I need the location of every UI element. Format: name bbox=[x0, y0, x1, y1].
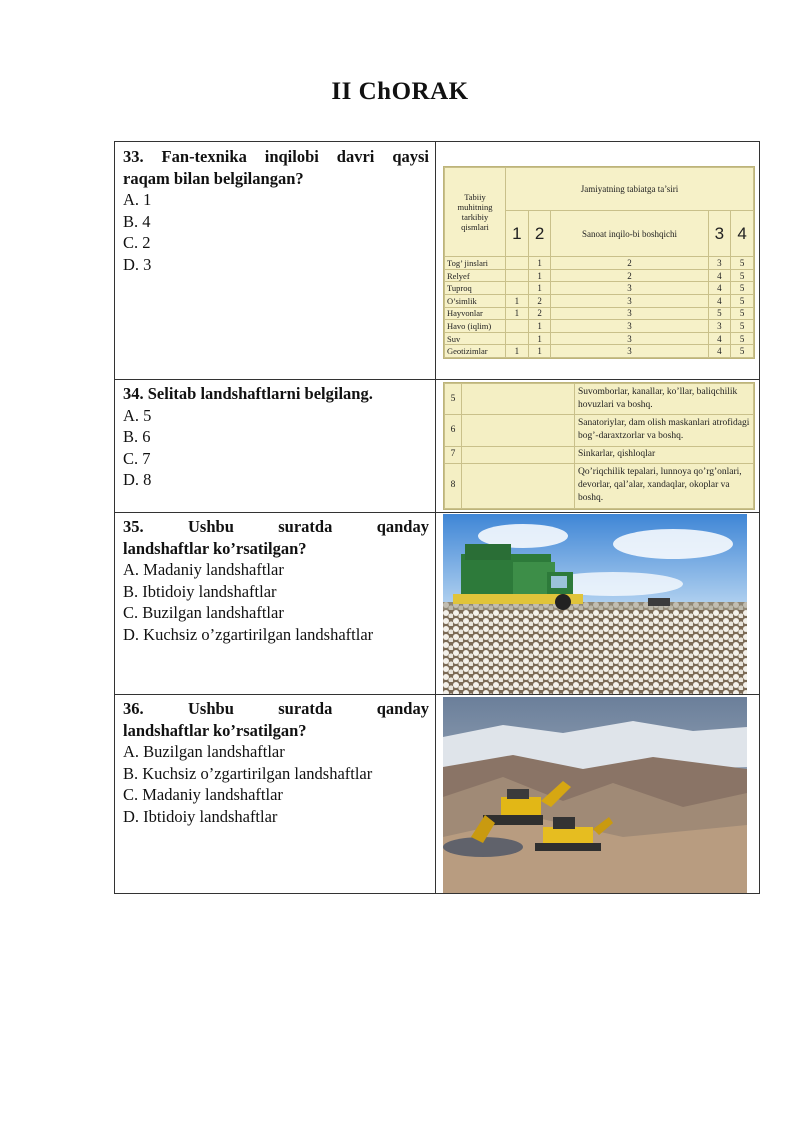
impact-value: 4 bbox=[708, 345, 731, 358]
impact-value: 1 bbox=[528, 257, 551, 270]
period-number: 1 bbox=[506, 211, 529, 257]
impact-value: 3 bbox=[551, 295, 708, 308]
impact-value: 5 bbox=[731, 307, 754, 320]
impact-value bbox=[506, 257, 529, 270]
row-blank bbox=[462, 463, 575, 508]
impact-value: 1 bbox=[528, 282, 551, 295]
impact-value bbox=[506, 282, 529, 295]
impact-value: 4 bbox=[708, 332, 731, 345]
option-a[interactable]: A. Buzilgan landshaftlar bbox=[123, 742, 285, 761]
impact-value: 4 bbox=[708, 295, 731, 308]
option-b[interactable]: B. 4 bbox=[123, 211, 151, 231]
landscape-row bbox=[445, 463, 754, 508]
question-34 bbox=[123, 383, 429, 491]
option-a[interactable]: A. 1 bbox=[123, 190, 152, 209]
row-label: Hayvonlar bbox=[445, 307, 506, 320]
question-text: landshaftlar ko’rsatilgan? bbox=[123, 538, 307, 558]
row-description: Suvomborlar, kanallar, ko’llar, baliqchilik hovuzlari va boshq. bbox=[575, 384, 754, 415]
question-text: 36. Ushbu suratda qanday bbox=[123, 699, 429, 718]
row-description: Qo’riqchilik tepalari, lunnoya qo’rg’onlari, devorlar, qal’alar, xandaqlar, okoplar va boshq. bbox=[575, 463, 754, 508]
option-c[interactable]: C. 7 bbox=[123, 448, 151, 468]
option-a[interactable]: A. Madaniy landshaftlar bbox=[123, 560, 284, 579]
row-divider bbox=[115, 379, 759, 380]
impact-table-row bbox=[445, 269, 754, 282]
impact-value: 5 bbox=[731, 345, 754, 358]
impact-value bbox=[506, 332, 529, 345]
question-text: 34. Selitab landshaftlarni belgilang. bbox=[123, 384, 373, 403]
impact-value bbox=[506, 269, 529, 282]
page-title: II ChORAK bbox=[331, 78, 469, 105]
option-b[interactable]: B. Ibtidoiy landshaftlar bbox=[123, 581, 277, 601]
option-b[interactable]: B. 6 bbox=[123, 427, 151, 446]
impact-value bbox=[506, 320, 529, 333]
impact-value: 2 bbox=[551, 257, 708, 270]
table-group-header: Jamiyatning tabiatga ta’siri bbox=[506, 168, 754, 211]
impact-value: 3 bbox=[551, 345, 708, 358]
landscape-row bbox=[445, 415, 754, 446]
impact-table-row bbox=[445, 307, 754, 320]
impact-value: 5 bbox=[708, 307, 731, 320]
industrial-header: Sanoat inqilo-bi boshqichi bbox=[551, 211, 708, 257]
question-35 bbox=[123, 516, 429, 645]
impact-value: 2 bbox=[551, 269, 708, 282]
row-label: Tuproq bbox=[445, 282, 506, 295]
option-c[interactable]: C. Buzilgan landshaftlar bbox=[123, 603, 284, 622]
option-d[interactable]: D. 8 bbox=[123, 470, 152, 489]
landscape-list-image bbox=[443, 382, 755, 510]
landscape-row bbox=[445, 384, 754, 415]
row-label: Tog’ jinslari bbox=[445, 257, 506, 270]
period-number: 3 bbox=[708, 211, 731, 257]
impact-value: 1 bbox=[506, 307, 529, 320]
impact-value: 4 bbox=[708, 282, 731, 295]
impact-table-image bbox=[443, 166, 755, 359]
mining-excavator-photo bbox=[443, 697, 747, 893]
cotton-harvest-photo bbox=[443, 514, 747, 694]
row-label: Havo (iqlim) bbox=[445, 320, 506, 333]
impact-table-row bbox=[445, 320, 754, 333]
impact-value: 3 bbox=[551, 282, 708, 295]
impact-value: 1 bbox=[506, 345, 529, 358]
row-blank bbox=[462, 384, 575, 415]
option-b[interactable]: B. Kuchsiz o’zgartirilgan landshaftlar bbox=[123, 763, 373, 783]
impact-value: 1 bbox=[528, 332, 551, 345]
impact-value: 1 bbox=[528, 269, 551, 282]
impact-table-row bbox=[445, 332, 754, 345]
row-description: Sanatoriylar, dam olish maskanlari atrofidagi bog’-daraxtzorlar va boshq. bbox=[575, 415, 754, 446]
impact-value: 3 bbox=[551, 332, 708, 345]
impact-value: 3 bbox=[708, 257, 731, 270]
option-a[interactable]: A. 5 bbox=[123, 405, 152, 425]
row-label: Geotizimlar bbox=[445, 345, 506, 358]
question-text: 35. Ushbu suratda qanday bbox=[123, 517, 429, 536]
row-number: 6 bbox=[445, 415, 462, 446]
question-33 bbox=[123, 146, 429, 275]
impact-value: 3 bbox=[708, 320, 731, 333]
row-description: Sinkarlar, qishloqlar bbox=[575, 446, 754, 463]
row-label: Suv bbox=[445, 332, 506, 345]
impact-value: 5 bbox=[731, 320, 754, 333]
question-text: 33. Fan-texnika inqilobi davri qaysi bbox=[123, 147, 429, 166]
impact-value: 2 bbox=[528, 307, 551, 320]
column-divider bbox=[435, 142, 436, 893]
option-d[interactable]: D. 3 bbox=[123, 254, 152, 274]
row-divider bbox=[115, 694, 759, 695]
impact-value: 1 bbox=[528, 345, 551, 358]
row-blank bbox=[462, 446, 575, 463]
impact-value: 5 bbox=[731, 269, 754, 282]
question-text: landshaftlar ko’rsatilgan? bbox=[123, 720, 307, 740]
row-label: Relyef bbox=[445, 269, 506, 282]
impact-value: 1 bbox=[506, 295, 529, 308]
impact-table-row bbox=[445, 282, 754, 295]
impact-value: 5 bbox=[731, 295, 754, 308]
impact-value: 1 bbox=[528, 320, 551, 333]
impact-value: 5 bbox=[731, 257, 754, 270]
option-c[interactable]: C. Madaniy landshaftlar bbox=[123, 785, 283, 804]
row-divider bbox=[115, 512, 759, 513]
option-c[interactable]: C. 2 bbox=[123, 233, 151, 252]
question-36 bbox=[123, 698, 429, 827]
row-number: 5 bbox=[445, 384, 462, 415]
impact-table-row bbox=[445, 295, 754, 308]
period-number: 4 bbox=[731, 211, 754, 257]
impact-value: 3 bbox=[551, 320, 708, 333]
landscape-row bbox=[445, 446, 754, 463]
impact-value: 5 bbox=[731, 282, 754, 295]
option-d[interactable]: D. Ibtidoiy landshaftlar bbox=[123, 806, 278, 826]
impact-value: 2 bbox=[528, 295, 551, 308]
period-number: 2 bbox=[528, 211, 551, 257]
question-text: raqam bilan belgilangan? bbox=[123, 168, 304, 188]
table-corner: Tabiiy muhitning tarkibiy qismlari bbox=[445, 168, 506, 257]
impact-value: 3 bbox=[551, 307, 708, 320]
question-table bbox=[114, 141, 760, 894]
row-blank bbox=[462, 415, 575, 446]
row-number: 8 bbox=[445, 463, 462, 508]
row-number: 7 bbox=[445, 446, 462, 463]
impact-value: 4 bbox=[708, 269, 731, 282]
option-d[interactable]: D. Kuchsiz o’zgartirilgan landshaftlar bbox=[123, 624, 374, 644]
impact-table-row bbox=[445, 257, 754, 270]
impact-value: 5 bbox=[731, 332, 754, 345]
row-label: O’simlik bbox=[445, 295, 506, 308]
impact-table-row bbox=[445, 345, 754, 358]
